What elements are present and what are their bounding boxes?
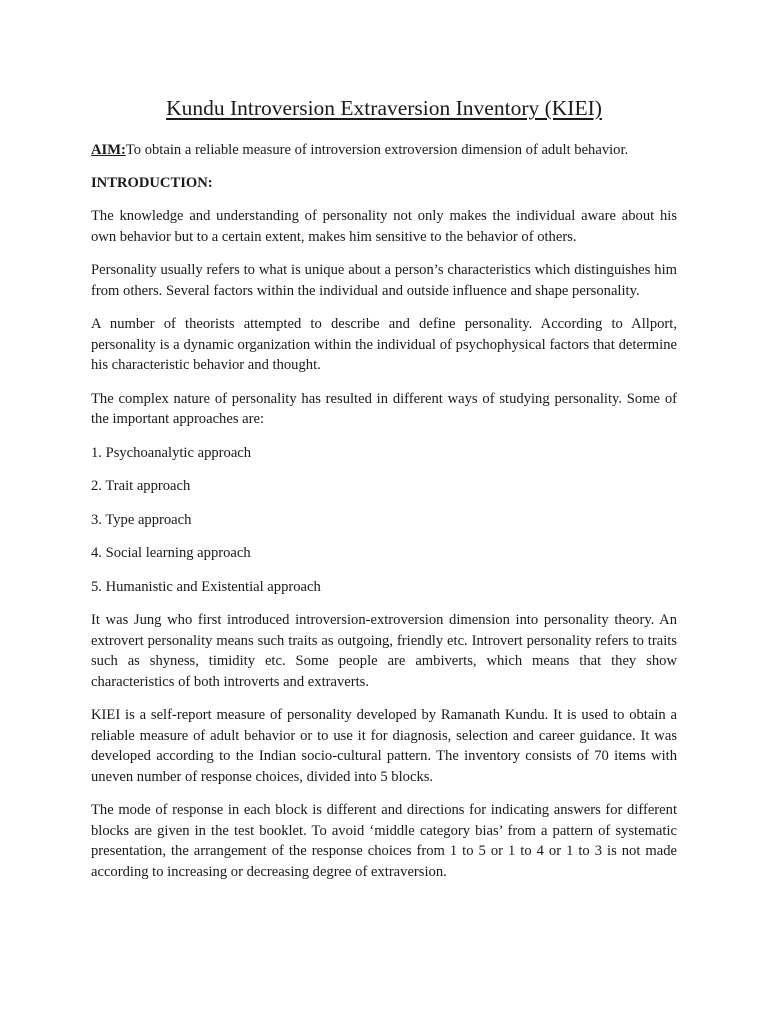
- paragraph-kiei-description: KIEI is a self-report measure of personality developed by Ramanath Kundu. It is used to obtain a reliable measure of adult behavior or to use it for diagnosis, selection and career guidance. It was developed according to the Indian socio-cultural pattern. The inventory consists of 70 items with uneven number of response choices, divided into 5 blocks.: [91, 707, 677, 785]
- approach-list-item: 4. Social learning approach: [91, 545, 251, 561]
- aim-text: To obtain a reliable measure of introversion extroversion dimension of adult behavior.: [125, 142, 629, 158]
- paragraph-personality-definition: Personality usually refers to what is unique about a person’s characteristics which distinguishes him from others. Several factors within the individual and outside influence and shape personality.: [91, 262, 677, 299]
- paragraph-response-mode: The mode of response in each block is different and directions for indicating answers for different blocks are given in the test booklet. To avoid ‘middle category bias’ from a pattern of systematic presentation, the arrangement of the response choices from 1 to 5 or 1 to 4 or 1 to 3 is not made according to increasing or decreasing degree of extraversion.: [91, 802, 677, 880]
- paragraph-approaches-intro: The complex nature of personality has resulted in different ways of studying personality. Some of the important approaches are:: [91, 390, 677, 427]
- approach-list-item: 5. Humanistic and Existential approach: [91, 578, 321, 595]
- document-title: Kundu Introversion Extraversion Inventory (KIEI): [166, 96, 602, 120]
- paragraph-jung: It was Jung who first introduced introversion-extroversion dimension into personality theory. An extrovert personality means such traits as outgoing, friendly etc. Introvert personality refers to traits such as shyness, timidity etc. Some people are ambiverts, which means that they show characteristics of both introverts and extraverts.: [91, 612, 677, 690]
- document-page: [91, 94, 677, 895]
- approach-list-item: 3. Type approach: [91, 511, 192, 528]
- aim-line: [91, 140, 677, 161]
- approach-list-item: 2. Trait approach: [91, 478, 191, 494]
- paragraph-allport: A number of theorists attempted to describe and define personality. According to Allport, personality is a dynamic organization within the individual of psychophysical factors that determine his characteristic behavior and thought.: [91, 316, 677, 373]
- approach-list-item: 1. Psychoanalytic approach: [91, 444, 252, 461]
- introduction-heading: INTRODUCTION:: [91, 174, 213, 191]
- aim-label: AIM:: [91, 142, 126, 158]
- paragraph-knowledge: The knowledge and understanding of personality not only makes the individual aware about his own behavior but to a certain extent, makes him sensitive to the behavior of others.: [91, 208, 677, 245]
